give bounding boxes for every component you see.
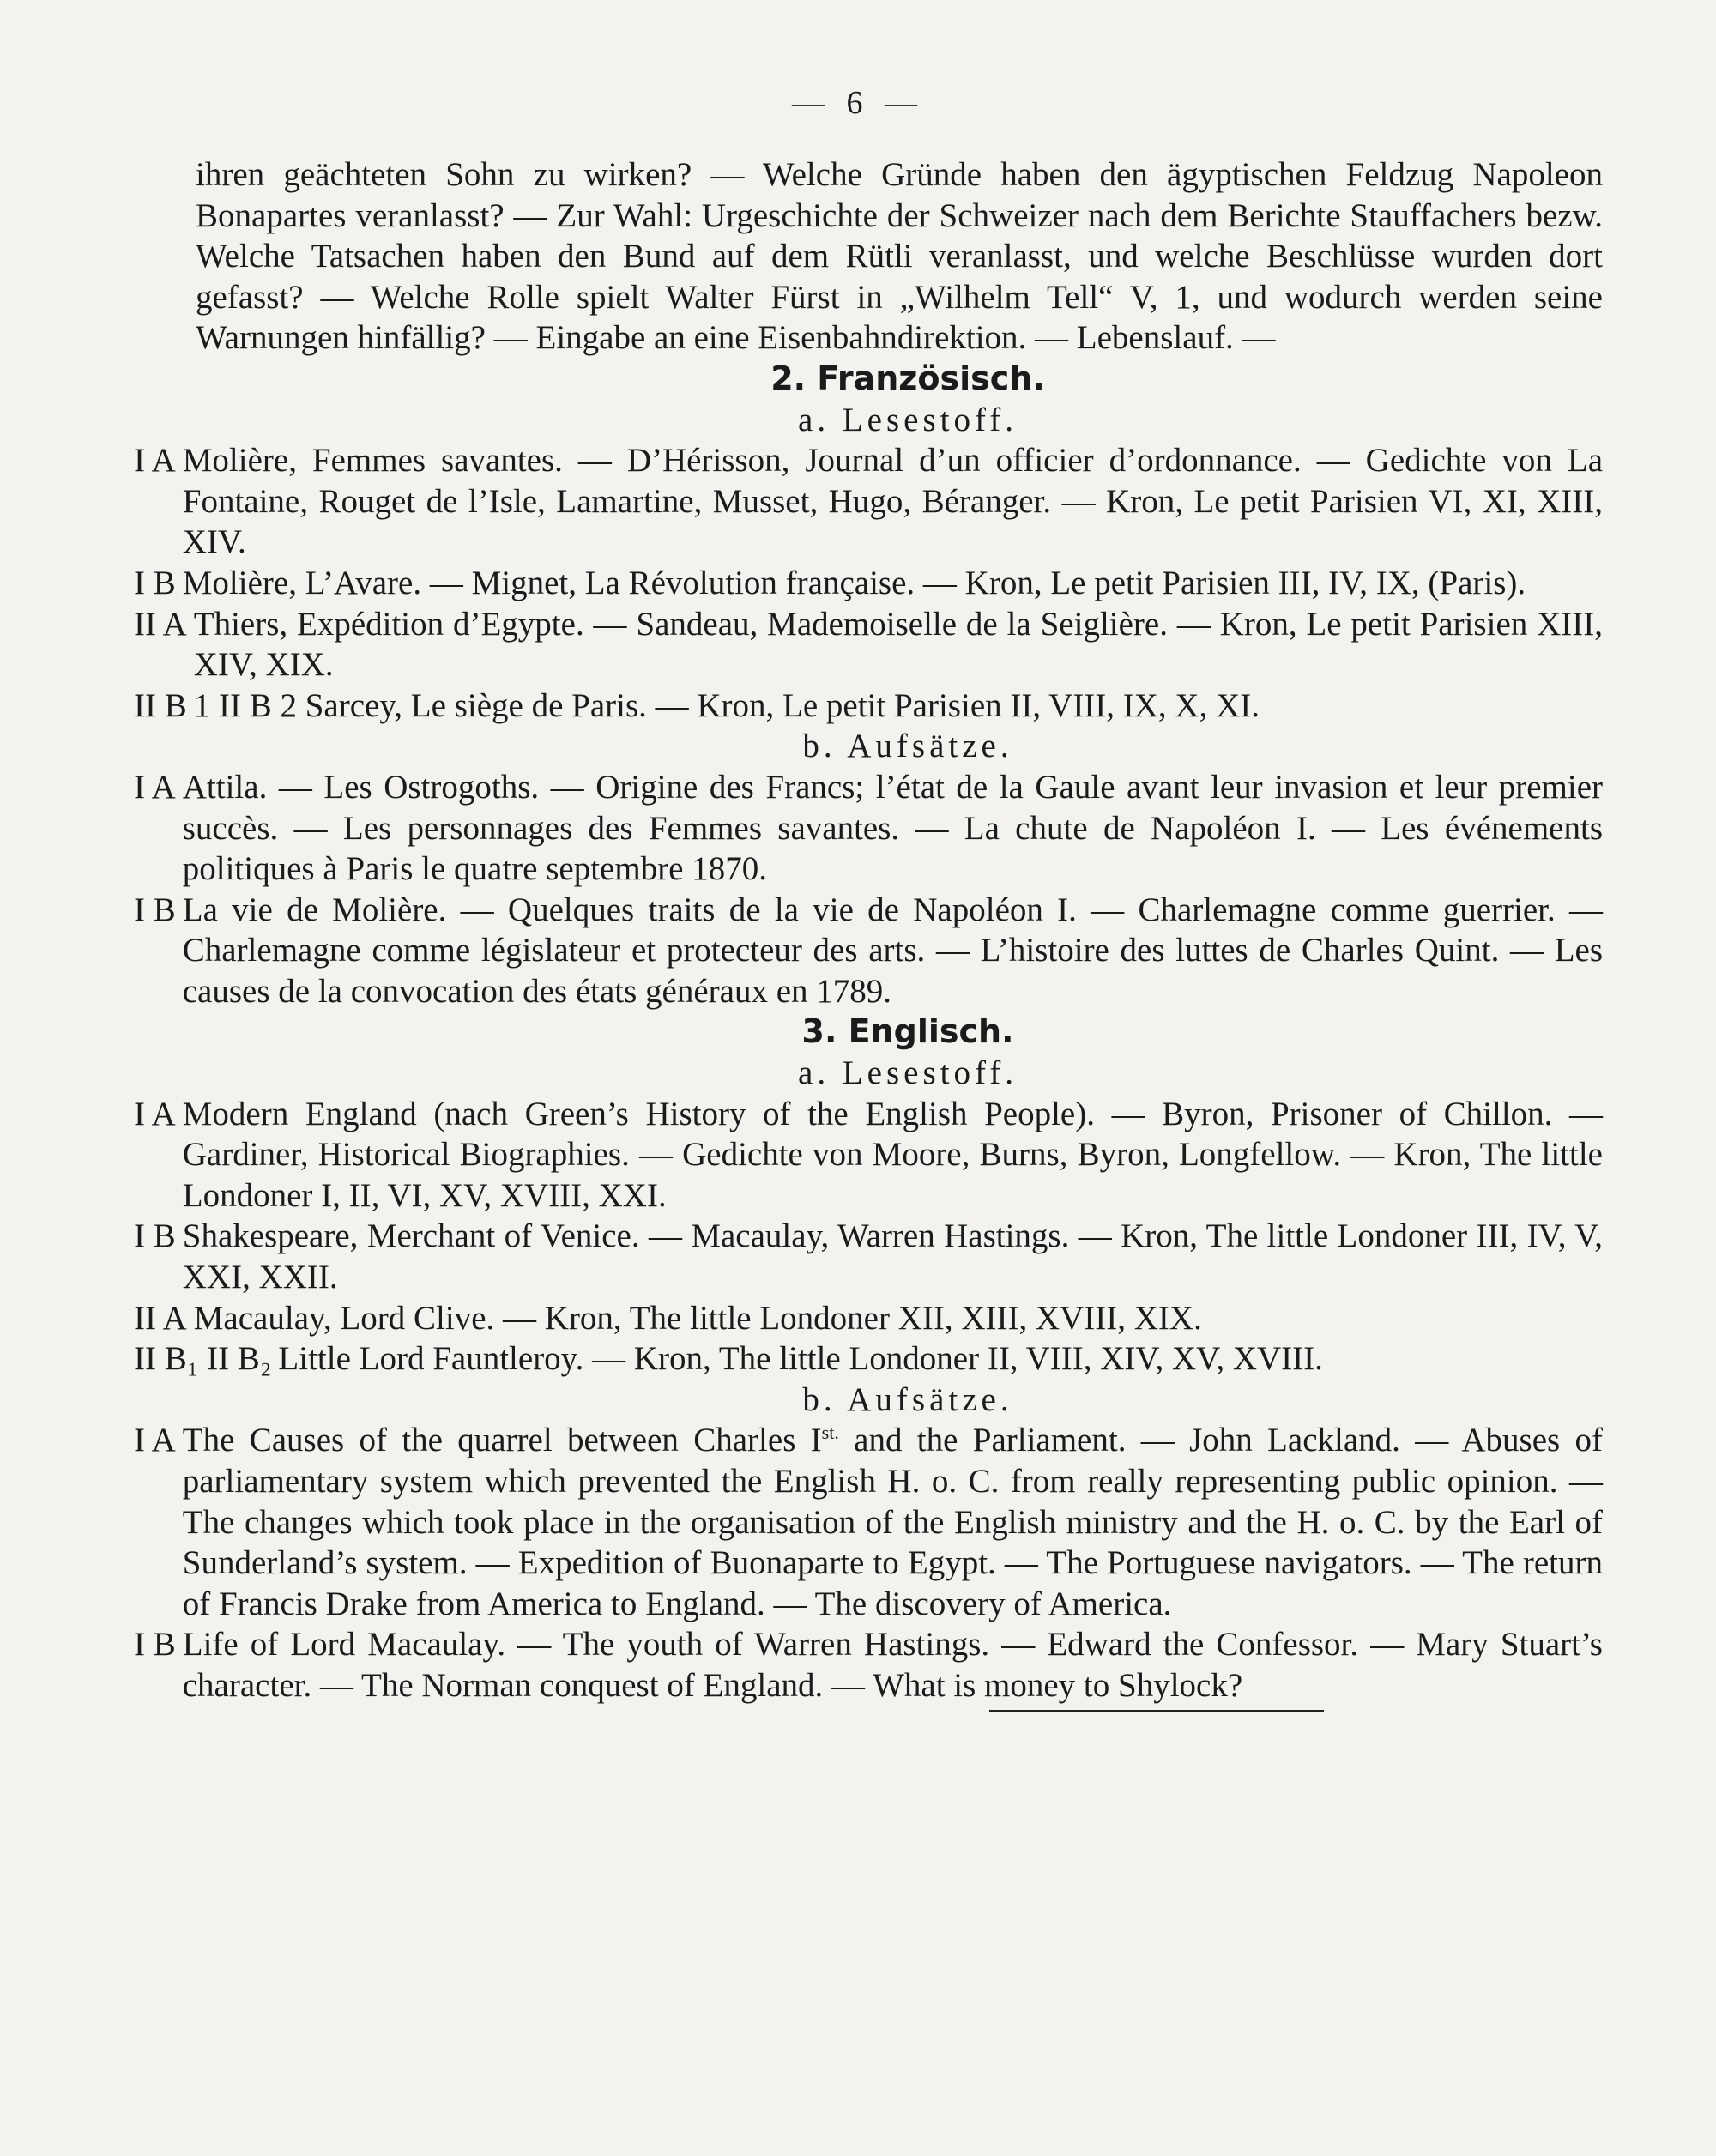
entry-text: Shakespeare, Merchant of Venice. — Macaulay, Warren Hastings. — Kron, The little Londoner III, IV, V, XXI, XXII. bbox=[182, 1217, 1603, 1296]
class-label: I B bbox=[134, 1217, 176, 1255]
subheading-english-lesestoff: a. Lesestoff. bbox=[798, 1054, 1018, 1092]
class-label: II A bbox=[134, 605, 187, 643]
page-number: — 6 — bbox=[792, 85, 924, 121]
entry-text: Little Lord Fauntleroy. — Kron, The little Londoner II, VIII, XIV, XV, XVIII. bbox=[278, 1340, 1323, 1378]
class-label: I A bbox=[134, 1422, 176, 1459]
class-label: II A bbox=[134, 1299, 187, 1337]
entry-text: Modern England (nach Green’s History of the English People). — Byron, Prisoner of Chillon. — Gardiner, Historical Biographies. — Gedichte von Moore, Burns, Byron, Longfellow. — Kron, The little Londoner I, II, VI, XV, XVIII, XXI. bbox=[182, 1095, 1603, 1214]
entry-text: 1 II B 2 Sarcey, Le siège de Paris. — Kron, Le petit Parisien II, VIII, IX, X, XI. bbox=[193, 686, 1260, 724]
subheading-english-aufsaetze: b. Aufsätze. bbox=[802, 1380, 1013, 1418]
french-lesestoff-entry bbox=[134, 604, 1603, 685]
english-lesestoff-entry bbox=[134, 1298, 1603, 1339]
intro-paragraph: ihren geächteten Sohn zu wirken? — Welche Gründe haben den ägyptischen Feldzug Napoleon Bonapartes veranlasst? — Zur Wahl: Urgeschichte der Schweizer nach dem Berichte Stauffachers bezw. Welche Tatsachen haben den Bund auf dem Rütli veranlasst, und welche Beschlüsse wurden dort gefasst? — Welche Rolle spielt Walter Fürst in „Wilhelm Tell“ V, 1, und wodurch werden seine Warnungen hinfällig? — Eingabe an eine Eisenbahndirektion. — Lebenslauf. — bbox=[196, 156, 1603, 357]
french-aufsatz-entry bbox=[134, 767, 1603, 890]
english-aufsatz-entry bbox=[134, 1420, 1603, 1624]
subheading-french-lesestoff: a. Lesestoff. bbox=[798, 401, 1018, 438]
section-heading-english: 3. Englisch. bbox=[801, 1012, 1014, 1051]
class-label: I A bbox=[134, 442, 176, 480]
entry-text: Molière, L’Avare. — Mignet, La Révolution française. — Kron, Le petit Parisien III, IV, IX, (Paris). bbox=[182, 564, 1526, 601]
subheading-french-aufsaetze: b. Aufsätze. bbox=[802, 728, 1013, 765]
entry-text: Molière, Femmes savantes. — D’Hérisson, Journal d’un officier d’ordonnance. — Gedichte von La Fontaine, Rouget de l’Isle, Lamartine, Musset, Hugo, Béranger. — Kron, Le petit Parisien VI, XI, XIII, XIV. bbox=[182, 442, 1603, 561]
english-lesestoff-entry bbox=[134, 1338, 1603, 1380]
french-aufsatz-entry bbox=[134, 890, 1603, 1012]
class-label: I B bbox=[134, 1626, 176, 1664]
page-body bbox=[134, 154, 1603, 1712]
entry-text-end: and the Parliament. — John Lackland. — Abuses of parliamentary system which prevented the English H. o. C. from really representing public opinion. — The changes which took place in the organisation of the English ministry and the H. o. C. by the Earl of Sunderland’s system. — Expedition of Buonaparte to Egypt. — The Portuguese navigators. — The return of Francis Drake from America to England. — The discovery of America. bbox=[182, 1422, 1603, 1622]
class-label: I A bbox=[134, 768, 176, 806]
class-label: I A bbox=[134, 1095, 176, 1132]
french-lesestoff-entry bbox=[134, 685, 1603, 727]
english-aufsatz-entry bbox=[134, 1624, 1603, 1706]
french-lesestoff-entry bbox=[134, 563, 1603, 604]
french-lesestoff-entry bbox=[134, 440, 1603, 563]
section-heading-french: 2. Französisch. bbox=[770, 359, 1045, 397]
closing-rule bbox=[989, 1710, 1324, 1712]
class-label: II B bbox=[134, 686, 187, 724]
ordinal-superscript: st. bbox=[821, 1422, 839, 1444]
entry-text: Macaulay, Lord Clive. — Kron, The little Londoner XII, XIII, XVIII, XIX. bbox=[193, 1299, 1202, 1337]
entry-text: Thiers, Expédition d’Egypte. — Sandeau, Mademoiselle de la Seiglière. — Kron, Le petit Parisien XIII, XIV, XIX. bbox=[193, 605, 1603, 684]
english-lesestoff-entry bbox=[134, 1094, 1603, 1217]
entry-text bbox=[183, 1420, 1603, 1624]
entry-text-start: The Causes of the quarrel between Charles I bbox=[182, 1422, 822, 1459]
entry-text: La vie de Molière. — Quelques traits de la vie de Napoléon I. — Charlemagne comme guerrier. — Charlemagne comme législateur et protecteur des arts. — L’histoire des luttes de Charles Quint. — Les causes de la convocation des états généraux en 1789. bbox=[182, 891, 1603, 1010]
class-label: I B bbox=[134, 891, 176, 928]
class-label: I B bbox=[134, 564, 176, 601]
entry-text: Attila. — Les Ostrogoths. — Origine des Francs; l’état de la Gaule avant leur invasion et leur premier succès. — Les personnages des Femmes savantes. — La chute de Napoléon I. — Les événements politiques à Paris le quatre septembre 1870. bbox=[182, 768, 1603, 888]
class-label: II B₁ II B₂ bbox=[134, 1340, 272, 1378]
entry-text: Life of Lord Macaulay. — The youth of Warren Hastings. — Edward the Confessor. — Mary Stuart’s character. — The Norman conquest of England. — What is money to Shylock? bbox=[182, 1626, 1603, 1704]
english-lesestoff-entry bbox=[134, 1216, 1603, 1297]
